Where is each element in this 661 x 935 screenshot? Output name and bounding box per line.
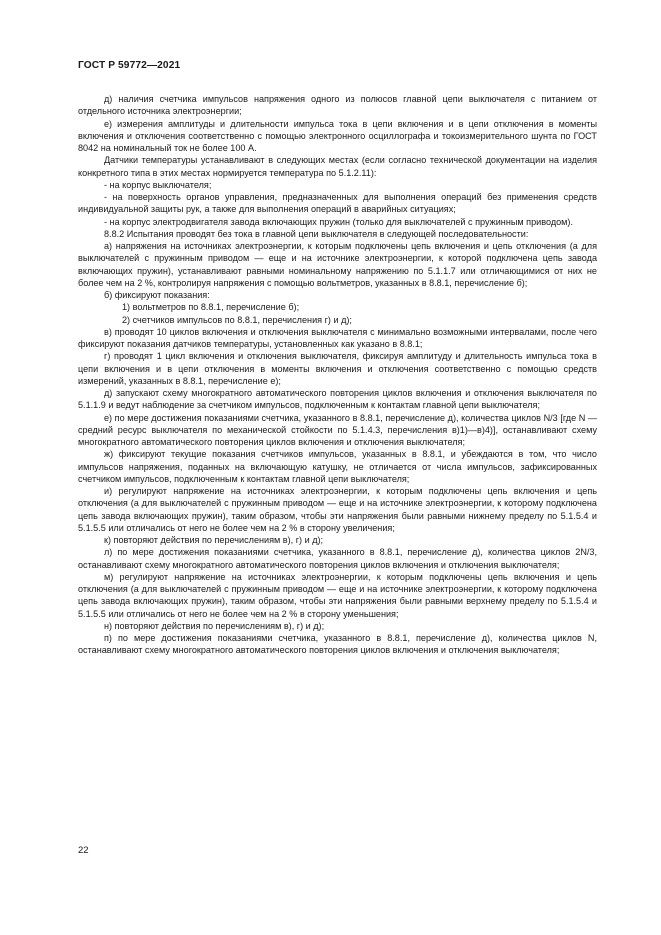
paragraph: л) по мере достижения показаниями счетчика, указанного в 8.8.1, перечисление д), количества циклов 2N/3, останавливают схему многократного автоматического повторения циклов включения и отключения выключателя;	[78, 547, 597, 570]
paragraph: м) регулируют напряжение на источниках электроэнергии, к которым подключены цепь включения и цепь отключения (а для выключателей с пружинным приводом — еще и на источнике электроэнергии, к которому подключена цепь завода включающих пружин), таким образом, чтобы эти напряжения были равными верхнему пределу по 5.1.5.4 и 5.1.5.5 или отличались от него не более чем на 2 % в сторону уменьшения;	[78, 571, 597, 619]
paragraph: 2) счетчиков импульсов по 8.8.1, перечисления г) и д);	[122, 314, 352, 325]
paragraph: - на корпус электродвигателя завода включающих пружин (только для выключателей с пружинным приводом).	[104, 216, 573, 227]
paragraph: г) проводят 1 цикл включения и отключения выключателя, фиксируя амплитуду и длительность импульса тока в цепи включения и в цепи отключения в моменты включения и отключения соответственно с помощью средств измерений, указанных в 8.8.1, перечисление е);	[78, 351, 597, 386]
paragraph: п) по мере достижения показаниями счетчика, указанного в 8.8.1, перечисление д), количества циклов N, останавливают схему многократного автоматического повторения циклов включения и отключения выключателя;	[78, 633, 597, 656]
paragraph: б) фиксируют показания:	[104, 290, 210, 300]
paragraph: - на поверхность органов управления, предназначенных для выполнения операций без применения средств индивидуальной защиты рук, а также для выполнения операций в аварийных ситуациях;	[78, 192, 597, 215]
paragraph: 8.8.2 Испытания проводят без тока в главной цепи выключателя в следующей последовательности:	[104, 228, 529, 239]
document-body	[78, 93, 597, 657]
paragraph: а) напряжения на источниках электроэнергии, к которым подключены цепь включения и цепь отключения (а для выключателей с пружинным приводом — еще и на источнике электроэнергии, к которой подключена цепь завода включающих пружин), устанавливают равными номинальному напряжению по 5.1.1.7 или отличающимися от них не более чем на 2 %, контролируя напряжения с помощью вольтметров, указанных в 8.8.1, перечисление б);	[78, 241, 597, 288]
paragraph: и) регулируют напряжение на источниках электроэнергии, к которым подключены цепь включения и цепь отключения (а для выключателей с пружинным приводом — еще и на источнике электроэнергии, к которому подключена цепь завода включающих пружин), таким образом, чтобы эти напряжения были равными нижнему пределу по 5.1.5.4 и 5.1.5.5 или отличались от него не более чем на 2 % в сторону увеличения;	[78, 486, 597, 533]
document-header: ГОСТ Р 59772—2021	[78, 60, 181, 71]
paragraph: д) запускают схему многократного автоматического повторения циклов включения и отключения выключателя по 5.1.1.9 и ведут наблюдение за счетчиком импульсов, подключенным к контактам главной цепи выключателя;	[78, 388, 597, 411]
paragraph: 1) вольтметров по 8.8.1, перечисление б);	[122, 302, 300, 313]
paragraph: Датчики температуры устанавливают в следующих местах (если согласно технической документации на изделия конкретного типа в этих местах нормируется температура по 5.1.2.11):	[78, 155, 597, 178]
paragraph: е) измерения амплитуды и длительности импульса тока в цепи включения и в цепи отключения в моменты включения и отключения соответственно с помощью электронного осциллографа и токоизмерительного шунта по ГОСТ 8042 на номинальный ток не более 100 А.	[78, 118, 597, 153]
paragraph: - на корпус выключателя;	[104, 179, 212, 190]
paragraph: ж) фиксируют текущие показания счетчиков импульсов, указанных в 8.8.1, и убеждаются в том, что число импульсов напряжения, поданных на включающую катушку, не отличается от числа импульсов, зафиксированных счетчиком импульсов, подключенным к контактам главной цепи выключателя;	[78, 449, 597, 484]
paragraph: д) наличия счетчика импульсов напряжения одного из полюсов главной цепи выключателя с питанием от отдельного источника электроэнергии;	[78, 94, 597, 117]
paragraph: к) повторяют действия по перечислениям в), г) и д);	[104, 535, 324, 545]
paragraph: в) проводят 10 циклов включения и отключения выключателя с минимально возможными интервалами, после чего фиксируют показания датчиков температуры, установленных как указано в 8.8.1;	[78, 326, 597, 349]
page-number: 22	[78, 845, 89, 856]
paragraph: е) по мере достижения показаниями счетчика, указанного в 8.8.1, перечисление д), количества циклов N/3 [где N — средний ресурс выключателя по механической стойкости по 5.1.4.3, перечисления в)1)—в)4)], останавливают схему многократного автоматического повторения циклов включения и отключения выключателя;	[78, 412, 597, 447]
paragraph: н) повторяют действия по перечислениям в), г) и д);	[104, 620, 325, 631]
